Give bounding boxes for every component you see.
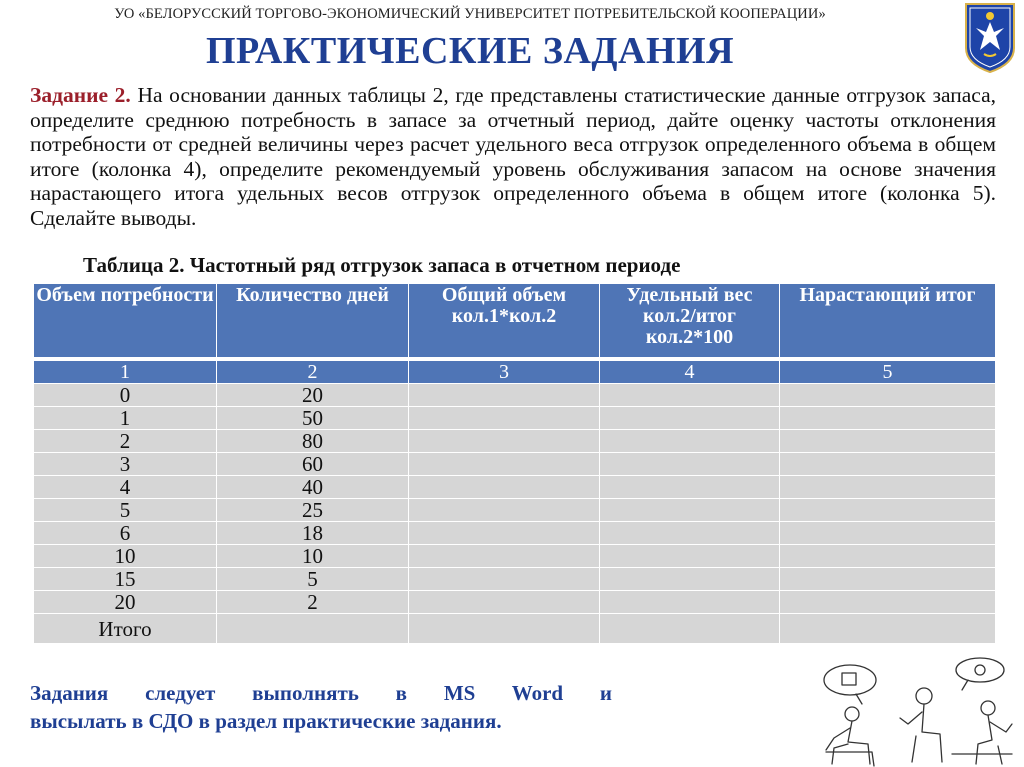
- table-row: [34, 522, 996, 545]
- table-row: [34, 545, 996, 568]
- cell-empty: [780, 453, 996, 476]
- cell-empty: [600, 407, 780, 430]
- table-row: [34, 430, 996, 453]
- cell-volume: 1: [34, 407, 217, 430]
- column-number: 5: [780, 359, 996, 384]
- university-crest-icon: [964, 2, 1016, 74]
- cell-empty: [409, 453, 600, 476]
- cell-empty: [409, 407, 600, 430]
- cell-empty: [600, 545, 780, 568]
- table-row: [34, 407, 996, 430]
- cell-empty: [780, 407, 996, 430]
- cell-empty: [780, 522, 996, 545]
- table-row: [34, 453, 996, 476]
- table-row: [34, 476, 996, 499]
- cell-empty: [600, 568, 780, 591]
- cell-volume: 2: [34, 430, 217, 453]
- header-volume: Объем потребности: [34, 284, 217, 360]
- cell-empty: [600, 430, 780, 453]
- column-number: 3: [409, 359, 600, 384]
- total-label: Итого: [34, 614, 217, 644]
- notice-line-1: Задания следует выполнять в MS Word и: [30, 681, 612, 705]
- cell-days: 50: [217, 407, 409, 430]
- cell-empty: [600, 476, 780, 499]
- cell-empty: [409, 614, 600, 644]
- table-header-row: [34, 284, 996, 360]
- task-label: Задание 2.: [30, 83, 131, 107]
- cell-empty: [409, 545, 600, 568]
- column-number: 4: [600, 359, 780, 384]
- cell-empty: [409, 476, 600, 499]
- header-share: Удельный вес кол.2/итог кол.2*100: [600, 284, 780, 360]
- cell-empty: [409, 568, 600, 591]
- cell-empty: [780, 499, 996, 522]
- cell-empty: [409, 384, 600, 407]
- submission-notice: [30, 679, 612, 735]
- cell-empty: [780, 614, 996, 644]
- task-description: [30, 83, 996, 230]
- cell-volume: 6: [34, 522, 217, 545]
- cell-days: 40: [217, 476, 409, 499]
- cell-days: 10: [217, 545, 409, 568]
- cell-volume: 10: [34, 545, 217, 568]
- cell-empty: [600, 499, 780, 522]
- cell-days: 5: [217, 568, 409, 591]
- frequency-table: [33, 283, 996, 644]
- cell-empty: [780, 476, 996, 499]
- cell-empty: [780, 384, 996, 407]
- people-discussion-sketch: [812, 654, 1024, 767]
- table-row: [34, 499, 996, 522]
- task-text: На основании данных таблицы 2, где представлены статистические данные отгрузок запаса, определите среднюю потребность в запасе за отчетный период, дайте оценку частоты отклонения потребности от средней величины через расчет удельного веса отгрузок определенного объема в общем итоге (колонка 4), определите рекомендуемый уровень обслуживания запасом на основе значения нарастающего итога удельных весов отгрузок определенного объема в общем итоге (колонка 5). Сделайте выводы.: [30, 83, 996, 230]
- cell-days: 20: [217, 384, 409, 407]
- table-row: [34, 591, 996, 614]
- university-name: УО «БЕЛОРУССКИЙ ТОРГОВО-ЭКОНОМИЧЕСКИЙ УНИВЕРСИТЕТ ПОТРЕБИТЕЛЬСКОЙ КООПЕРАЦИИ»: [114, 6, 826, 22]
- cell-volume: 4: [34, 476, 217, 499]
- table-row: [34, 384, 996, 407]
- cell-volume: 3: [34, 453, 217, 476]
- header-cumulative: Нарастающий итог: [780, 284, 996, 360]
- cell-empty: [600, 522, 780, 545]
- notice-line-2: высылать в СДО в раздел практические задания.: [30, 709, 502, 733]
- cell-empty: [409, 591, 600, 614]
- cell-days: 60: [217, 453, 409, 476]
- column-number: 1: [34, 359, 217, 384]
- table-row: [34, 568, 996, 591]
- table-caption: Таблица 2. Частотный ряд отгрузок запаса в отчетном периоде: [83, 253, 681, 277]
- cell-empty: [217, 614, 409, 644]
- cell-empty: [780, 545, 996, 568]
- column-number-row: [34, 359, 996, 384]
- cell-empty: [409, 430, 600, 453]
- cell-empty: [409, 522, 600, 545]
- cell-empty: [600, 384, 780, 407]
- cell-empty: [600, 453, 780, 476]
- header-days: Количество дней: [217, 284, 409, 360]
- header-total-volume: Общий объем кол.1*кол.2: [409, 284, 600, 360]
- cell-empty: [780, 430, 996, 453]
- cell-volume: 5: [34, 499, 217, 522]
- cell-empty: [600, 614, 780, 644]
- cell-empty: [600, 591, 780, 614]
- cell-days: 25: [217, 499, 409, 522]
- cell-volume: 15: [34, 568, 217, 591]
- page-title: ПРАКТИЧЕСКИЕ ЗАДАНИЯ: [205, 30, 735, 72]
- cell-empty: [780, 591, 996, 614]
- column-number: 2: [217, 359, 409, 384]
- cell-days: 2: [217, 591, 409, 614]
- cell-volume: 0: [34, 384, 217, 407]
- cell-days: 80: [217, 430, 409, 453]
- cell-empty: [409, 499, 600, 522]
- cell-volume: 20: [34, 591, 217, 614]
- cell-days: 18: [217, 522, 409, 545]
- cell-empty: [780, 568, 996, 591]
- table-total-row: [34, 614, 996, 644]
